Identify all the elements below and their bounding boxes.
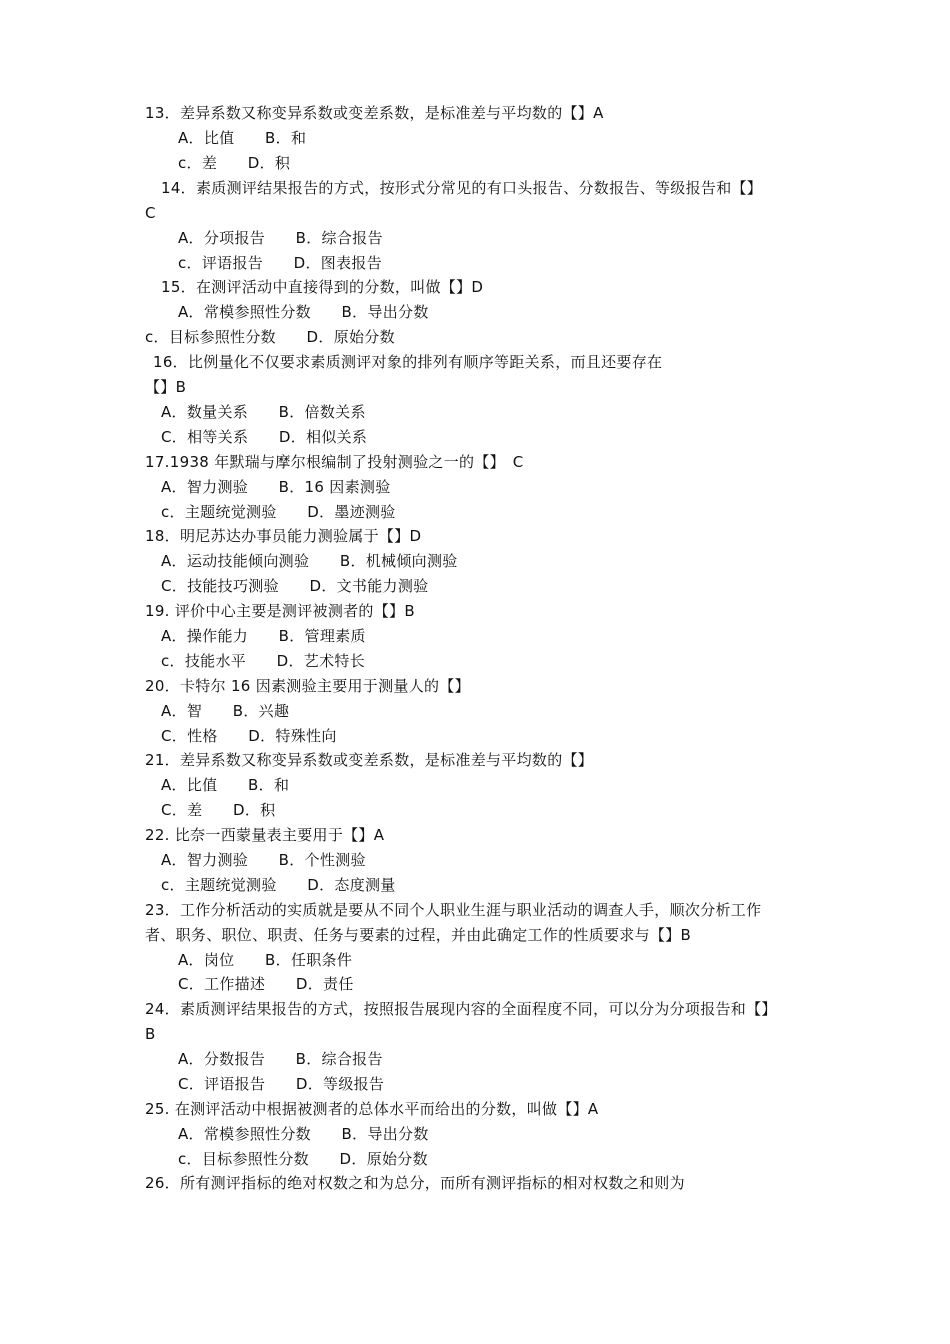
text-line: A．分项报告 B．综合报告 (178, 229, 383, 247)
text-line: 18．明尼苏达办事员能力测验属于【】D (145, 527, 422, 545)
text-line: 17.1938 年默瑞与摩尔根编制了投射测验之一的【】 C (145, 453, 524, 471)
text-line: A．操作能力 B．管理素质 (161, 627, 366, 645)
text-line: A．常模参照性分数 B．导出分数 (178, 303, 429, 321)
text-line: c．主题统觉测验 D．墨迹测验 (161, 503, 396, 521)
text-line: 25. 在测评活动中根据被测者的总体水平而给出的分数，叫做【】A (145, 1100, 599, 1118)
text-line: c．差 D．积 (178, 154, 291, 172)
text-line: A．智力测验 B．16 因素测验 (161, 478, 391, 496)
text-line: C．技能技巧测验 D．文书能力测验 (161, 577, 429, 595)
text-line: A．岗位 B．任职条件 (178, 951, 353, 969)
text-line: C．性格 D．特殊性向 (161, 727, 337, 745)
text-line: c．目标参照性分数 D．原始分数 (145, 328, 395, 346)
text-line: c．评语报告 D．图表报告 (178, 254, 382, 272)
text-line: 26．所有测评指标的绝对权数之和为总分，而所有测评指标的相对权数之和则为 (145, 1174, 685, 1192)
text-line: A．运动技能倾向测验 B．机械倾向测验 (161, 552, 458, 570)
text-line: 者、职务、职位、职责、任务与要素的过程，并由此确定工作的性质要求与【】B (145, 926, 692, 944)
text-line: A．智 B．兴趣 (161, 702, 290, 720)
text-line: A．分数报告 B．综合报告 (178, 1050, 383, 1068)
text-line: 15．在测评活动中直接得到的分数，叫做【】D (161, 278, 484, 296)
text-line: A．比值 B．和 (161, 776, 290, 794)
text-line: c．技能水平 D．艺术特长 (161, 652, 365, 670)
text-line: c．目标参照性分数 D．原始分数 (178, 1150, 428, 1168)
text-line: c．主题统觉测验 D．态度测量 (161, 876, 396, 894)
text-line: A．常模参照性分数 B．导出分数 (178, 1125, 429, 1143)
text-line: A．比值 B．和 (178, 129, 307, 147)
text-line: 19. 评价中心主要是测评被测者的【】B (145, 602, 415, 620)
text-line: 24．素质测评结果报告的方式，按照报告展现内容的全面程度不同，可以分为分项报告和【】 (145, 1000, 777, 1018)
text-line: B (145, 1025, 156, 1043)
text-line: 16．比例量化不仅要求素质测评对象的排列有顺序等距关系，而且还要存在 (153, 353, 663, 371)
text-line: 13．差异系数又称变异系数或变差系数，是标准差与平均数的【】A (145, 104, 604, 122)
text-line: 22. 比奈一西蒙量表主要用于【】A (145, 826, 385, 844)
text-line: A．智力测验 B．个性测验 (161, 851, 366, 869)
text-line: A．数量关系 B．倍数关系 (161, 403, 366, 421)
text-line: C．评语报告 D．等级报告 (178, 1075, 385, 1093)
text-line: 21．差异系数又称变异系数或变差系数，是标准差与平均数的【】 (145, 751, 594, 769)
text-line: 【】B (145, 378, 187, 396)
text-line: 23．工作分析活动的实质就是要从不同个人职业生涯与职业活动的调查人手，顺次分析工作 (145, 901, 762, 919)
text-line: C (145, 204, 156, 222)
text-line: 14．素质测评结果报告的方式，按形式分常见的有口头报告、分数报告、等级报告和【】 (161, 179, 763, 197)
text-line: C．差 D．积 (161, 801, 276, 819)
text-line: 20．卡特尔 16 因素测验主要用于测量人的【】 (145, 677, 470, 695)
text-line: C．工作描述 D．责任 (178, 975, 354, 993)
text-line: C．相等关系 D．相似关系 (161, 428, 368, 446)
